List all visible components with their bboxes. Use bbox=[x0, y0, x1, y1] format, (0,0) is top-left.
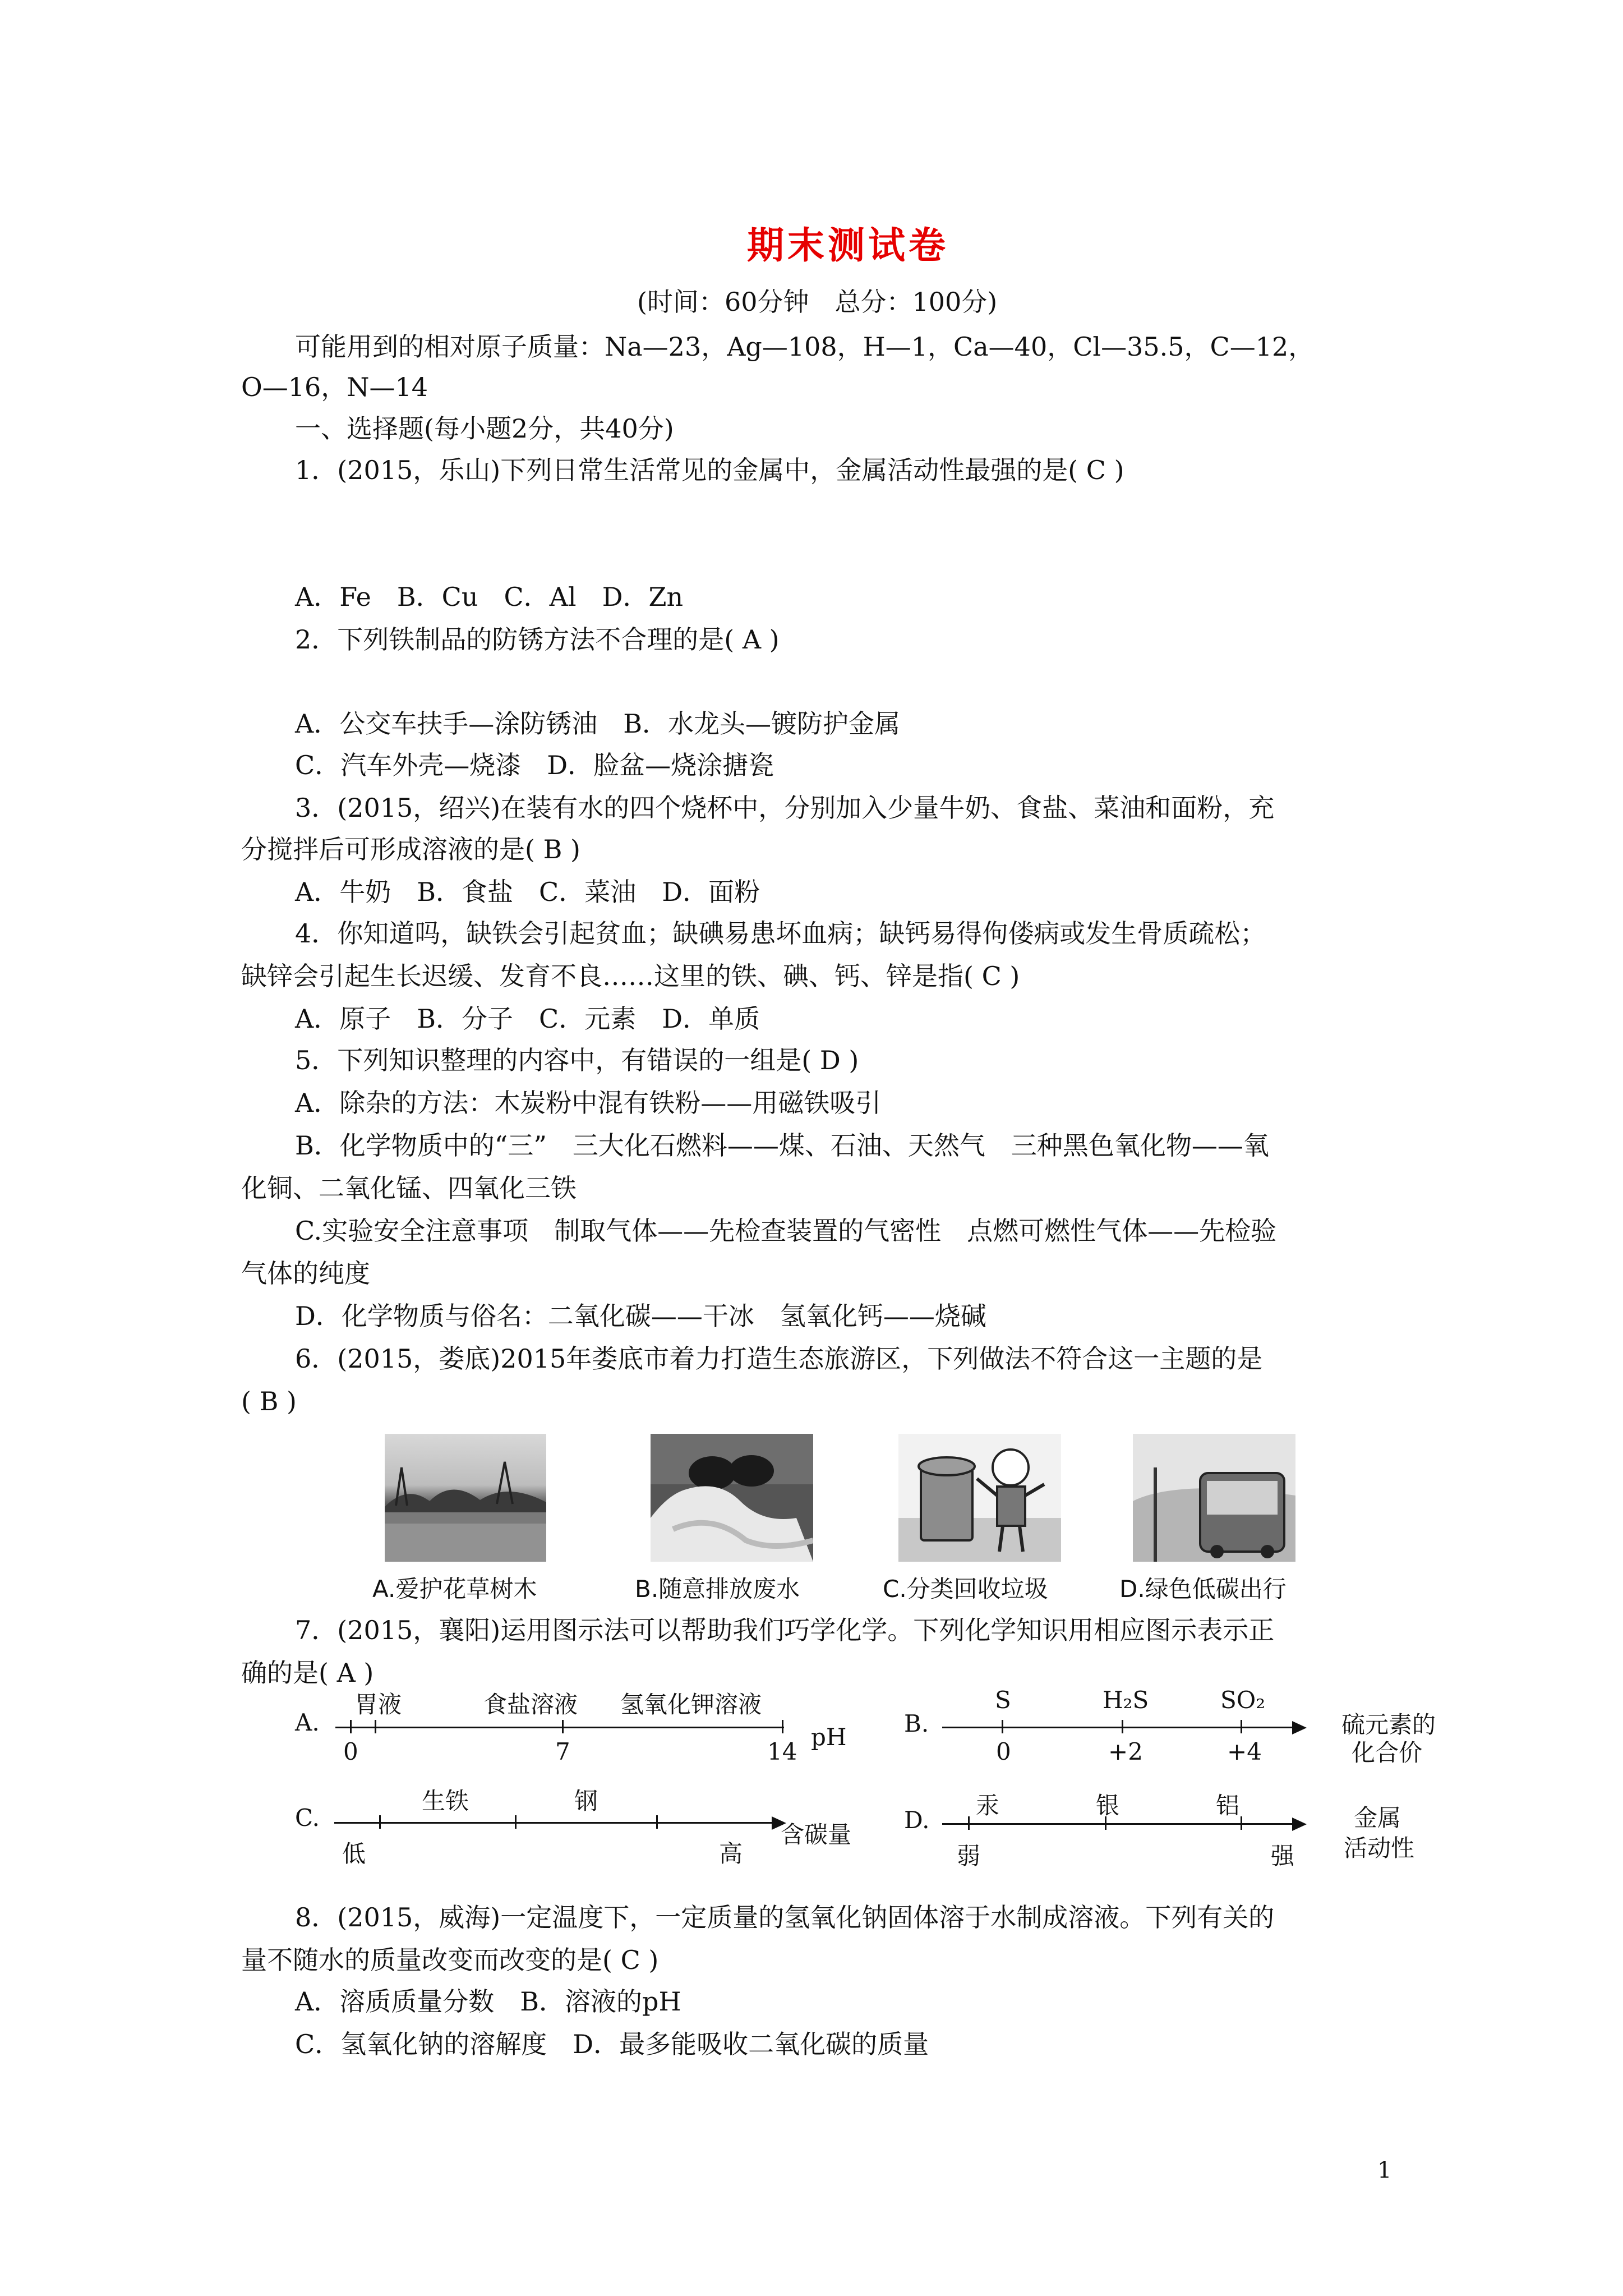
diagram-a-label-salt: 食盐溶液 bbox=[483, 1691, 578, 1718]
diagram-a-tick-14: 14 bbox=[767, 1738, 797, 1765]
question-4-line2: 缺锌会引起生长迟缓、发育不良……这里的铁、碘、钙、锌是指( C ) bbox=[241, 961, 1020, 991]
waste-water-image bbox=[651, 1434, 813, 1562]
question-5-option-b1: B．化学物质中的“三” 三大化石燃料——煤、石油、天然气 三种黑色氧化物——氧 bbox=[295, 1130, 1269, 1161]
lake-park-image bbox=[385, 1434, 546, 1562]
diagram-c-high: 高 bbox=[719, 1840, 743, 1867]
question-2-options-2: C．汽车外壳—烧漆 D．脸盆—烧涂搪瓷 bbox=[295, 750, 774, 780]
diagram-b-axis-title-1: 硫元素的 bbox=[1341, 1711, 1436, 1738]
diagram-c-axis-title: 含碳量 bbox=[781, 1821, 852, 1848]
page-number: 1 bbox=[1377, 2157, 1392, 2183]
diagram-d-weak: 弱 bbox=[957, 1842, 981, 1870]
diagram-b-axis-title-2: 化合价 bbox=[1352, 1739, 1423, 1766]
diagram-d-axis-title-1: 金属 bbox=[1354, 1804, 1401, 1832]
question-1-options: A．Fe B．Cu C．Al D．Zn bbox=[295, 582, 684, 612]
question-3-line2: 分搅拌后可形成溶液的是( B ) bbox=[241, 834, 580, 864]
diagram-b-label-so2: SO₂ bbox=[1220, 1686, 1266, 1714]
diagram-a-tick-0: 0 bbox=[343, 1738, 358, 1765]
question-5-option-a: A．除杂的方法：木炭粉中混有铁粉——用磁铁吸引 bbox=[295, 1088, 882, 1118]
diagram-b-letter: B. bbox=[904, 1710, 929, 1737]
question-3-line1: 3．(2015，绍兴)在装有水的四个烧杯中，分别加入少量牛奶、食盐、菜油和面粉，充 bbox=[295, 793, 1275, 823]
diagram-a-label-koh: 氢氧化钾溶液 bbox=[620, 1691, 762, 1718]
diagram-d-label-mercury: 汞 bbox=[976, 1792, 1000, 1819]
diagram-b-tick-4: +4 bbox=[1227, 1738, 1262, 1765]
question-4-line1: 4．你知道吗，缺铁会引起贫血；缺碘易患坏血病；缺钙易得佝偻病或发生骨质疏松； bbox=[295, 918, 1266, 949]
diagram-d-label-aluminum: 铝 bbox=[1216, 1792, 1240, 1819]
question-2-stem: 2．下列铁制品的防锈方法不合理的是( A ) bbox=[295, 624, 780, 655]
q6-caption-a: A.爱护花草树木 bbox=[372, 1575, 537, 1603]
diagram-a-unit: pH bbox=[811, 1723, 847, 1751]
diagram-a-label-gastric: 胃液 bbox=[354, 1691, 402, 1718]
exam-info: (时间：60分钟 总分：100分) bbox=[637, 287, 998, 317]
diagram-a-tick-7: 7 bbox=[555, 1738, 570, 1765]
diagram-c-label-pig-iron: 生铁 bbox=[422, 1787, 469, 1815]
question-3-options: A．牛奶 B．食盐 C．菜油 D．面粉 bbox=[295, 877, 760, 907]
question-6-line1: 6．(2015，娄底)2015年娄底市着力打造生态旅游区，下列做法不符合这一主题的是 bbox=[295, 1343, 1263, 1374]
question-2-options-1: A．公交车扶手—涂防锈油 B．水龙头—镀防护金属 bbox=[295, 708, 901, 739]
low-carbon-bus-image bbox=[1133, 1434, 1295, 1562]
q6-caption-c: C.分类回收垃圾 bbox=[883, 1575, 1048, 1603]
question-6-line2: ( B ) bbox=[241, 1386, 297, 1416]
diagram-d-strong: 强 bbox=[1271, 1842, 1295, 1870]
diagram-d-letter: D. bbox=[904, 1806, 930, 1834]
question-5-option-b2: 化铜、二氧化锰、四氧化三铁 bbox=[241, 1173, 577, 1203]
question-7-line2: 确的是( A ) bbox=[241, 1658, 374, 1688]
atomic-mass-line1: 可能用到的相对原子质量：Na—23，Ag—108，H—1，Ca—40，Cl—35.5，C—12， bbox=[295, 332, 1315, 362]
q6-caption-b: B.随意排放废水 bbox=[635, 1575, 800, 1603]
diagram-b-tick-2: +2 bbox=[1108, 1738, 1143, 1765]
diagram-c-label-steel: 钢 bbox=[574, 1787, 598, 1815]
diagram-b-label-h2s: H₂S bbox=[1103, 1686, 1149, 1714]
diagram-d-axis-title-2: 活动性 bbox=[1344, 1834, 1415, 1862]
question-4-options: A．原子 B．分子 C．元素 D．单质 bbox=[295, 1004, 760, 1034]
section-heading: 一、选择题(每小题2分，共40分) bbox=[295, 413, 674, 444]
garbage-sorting-image bbox=[898, 1434, 1061, 1562]
question-8-line1: 8．(2015，威海)一定温度下，一定质量的氢氧化钠固体溶于水制成溶液。下列有关的 bbox=[295, 1902, 1275, 1932]
atomic-mass-line2: O—16，N—14 bbox=[241, 372, 428, 402]
question-8-options-2: C．氢氧化钠的溶解度 D．最多能吸收二氧化碳的质量 bbox=[295, 2029, 929, 2059]
question-5-option-d: D．化学物质与俗名：二氧化碳——干冰 氢氧化钙——烧碱 bbox=[295, 1301, 986, 1331]
question-5-stem: 5．下列知识整理的内容中，有错误的一组是( D ) bbox=[295, 1045, 859, 1075]
diagram-b-tick-0: 0 bbox=[996, 1738, 1011, 1765]
question-8-options-1: A．溶质质量分数 B．溶液的pH bbox=[295, 1986, 681, 2017]
q6-caption-d: D.绿色低碳出行 bbox=[1119, 1575, 1287, 1603]
question-5-option-c2: 气体的纯度 bbox=[241, 1258, 370, 1289]
question-1-stem: 1．(2015，乐山)下列日常生活常见的金属中，金属活动性最强的是( C ) bbox=[295, 455, 1124, 485]
diagram-d-label-silver: 银 bbox=[1096, 1792, 1120, 1819]
diagram-c-low: 低 bbox=[342, 1840, 366, 1867]
page-title: 期末测试卷 bbox=[747, 223, 949, 267]
question-8-line2: 量不随水的质量改变而改变的是( C ) bbox=[241, 1945, 659, 1975]
question-5-option-c1: C.实验安全注意事项 制取气体——先检查装置的气密性 点燃可燃性气体——先检验 bbox=[295, 1216, 1277, 1246]
diagram-c-letter: C. bbox=[295, 1804, 320, 1832]
diagram-a-letter: A. bbox=[295, 1709, 320, 1736]
diagram-b-label-s: S bbox=[995, 1686, 1011, 1714]
question-7-line1: 7．(2015，襄阳)运用图示法可以帮助我们巧学化学。下列化学知识用相应图示表示正 bbox=[295, 1615, 1275, 1645]
